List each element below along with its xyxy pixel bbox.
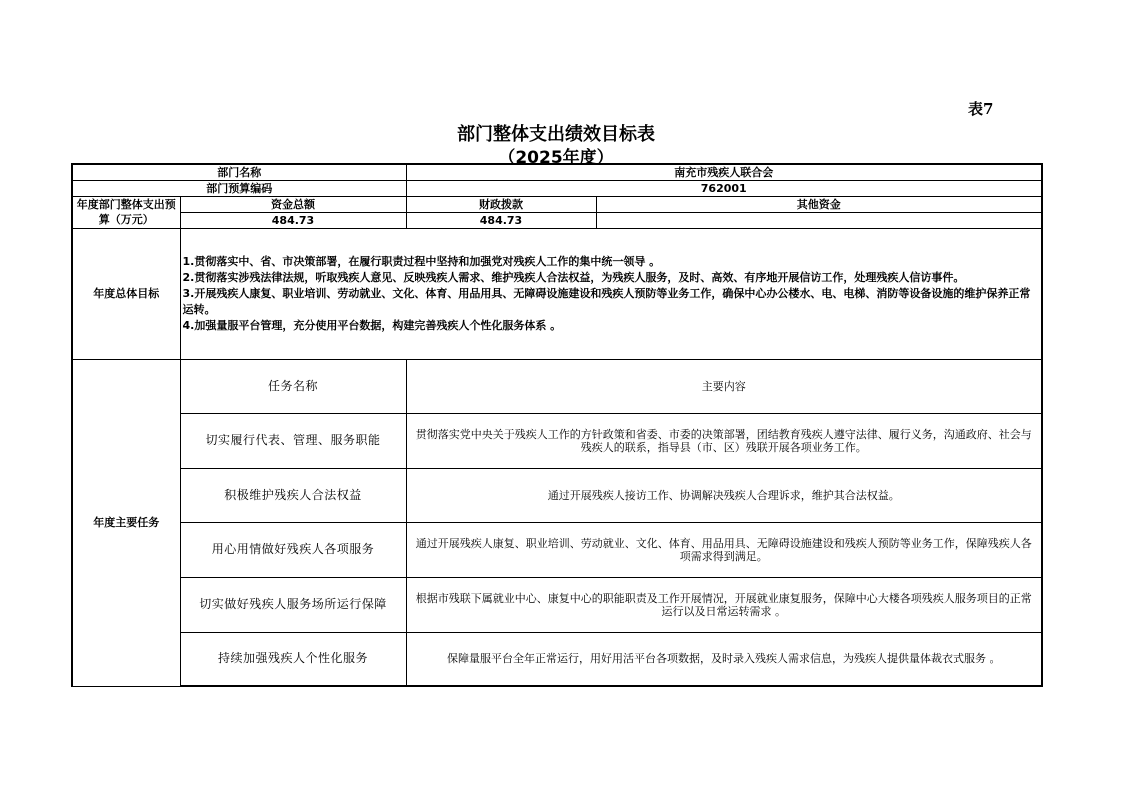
tasks-label: 年度主要任务 bbox=[72, 359, 180, 686]
goal-item: 1.贯彻落实中、省、市决策部署，在履行职责过程中坚持和加强党对残疾人工作的集中统一领导 。 bbox=[182, 254, 661, 268]
year-label: （2025年度） bbox=[498, 148, 614, 168]
task-content: 通过开展残疾人康复、职业培训、劳动就业、文化、体育、用品用具、无障碍设施建设和残疾人预防等业务工作，保障残疾人各项需求得到满足。 bbox=[406, 522, 1042, 577]
goals-content bbox=[180, 228, 1042, 359]
task-name: 切实做好残疾人服务场所运行保障 bbox=[180, 577, 406, 632]
budget-total-value: 484.73 bbox=[180, 212, 406, 228]
task-name: 积极维护残疾人合法权益 bbox=[180, 468, 406, 522]
task-row bbox=[72, 468, 1042, 522]
budget-other-label: 其他资金 bbox=[596, 196, 1042, 212]
dept-code-value: 762001 bbox=[406, 180, 1042, 196]
dept-name-value: 南充市残疾人联合会 bbox=[406, 164, 1042, 180]
dept-code-row bbox=[72, 180, 1042, 196]
budget-fiscal-label: 财政拨款 bbox=[406, 196, 596, 212]
budget-header-row bbox=[72, 196, 1042, 212]
task-content: 通过开展残疾人接访工作、协调解决残疾人合理诉求，维护其合法权益。 bbox=[406, 468, 1042, 522]
goal-item: 4.加强量服平台管理，充分使用平台数据，构建完善残疾人个性化服务体系 。 bbox=[182, 318, 562, 332]
goal-item: 2.贯彻落实涉残法律法规，听取残疾人意见、反映残疾人需求、维护残疾人合法权益，为残疾人服务，及时、高效、有序地开展信访工作，处理残疾人信访事件。 bbox=[182, 270, 965, 284]
dept-name-label: 部门名称 bbox=[72, 164, 406, 180]
task-content: 保障量服平台全年正常运行，用好用活平台各项数据，及时录入残疾人需求信息，为残疾人提供量体裁衣式服务 。 bbox=[406, 632, 1042, 686]
task-row bbox=[72, 522, 1042, 577]
task-row bbox=[72, 632, 1042, 686]
task-name: 切实履行代表、管理、服务职能 bbox=[180, 413, 406, 468]
goals-row bbox=[72, 228, 1042, 359]
page-title: 部门整体支出绩效目标表 bbox=[457, 124, 655, 145]
budget-value-row bbox=[72, 212, 1042, 228]
performance-table bbox=[71, 163, 1043, 687]
dept-code-label: 部门预算编码 bbox=[72, 180, 406, 196]
dept-name-row bbox=[72, 164, 1042, 180]
goals-label: 年度总体目标 bbox=[72, 228, 180, 359]
table-number: 表7 bbox=[968, 100, 994, 118]
task-name: 持续加强残疾人个性化服务 bbox=[180, 632, 406, 686]
budget-total-label: 资金总额 bbox=[180, 196, 406, 212]
tasks-header-row bbox=[72, 359, 1042, 413]
budget-other-value bbox=[596, 212, 1042, 228]
task-content: 根据市残联下属就业中心、康复中心的职能职责及工作开展情况，开展就业康复服务，保障中心大楼各项残疾人服务项目的正常运行以及日常运转需求 。 bbox=[406, 577, 1042, 632]
task-content: 贯彻落实党中央关于残疾人工作的方针政策和省委、市委的决策部署，团结教育残疾人遵守法律、履行义务，沟通政府、社会与残疾人的联系，指导县（市、区）残联开展各项业务工作。 bbox=[406, 413, 1042, 468]
goal-item: 3.开展残疾人康复、职业培训、劳动就业、文化、体育、用品用具、无障碍设施建设和残疾人预防等业务工作，确保中心办公楼水、电、电梯、消防等设备设施的维护保养正常运转。 bbox=[182, 286, 1031, 316]
task-row bbox=[72, 577, 1042, 632]
budget-label: 年度部门整体支出预算（万元） bbox=[72, 196, 180, 228]
task-row bbox=[72, 413, 1042, 468]
budget-fiscal-value: 484.73 bbox=[406, 212, 596, 228]
task-content-header: 主要内容 bbox=[406, 359, 1042, 413]
task-name: 用心用情做好残疾人各项服务 bbox=[180, 522, 406, 577]
task-name-header: 任务名称 bbox=[180, 359, 406, 413]
